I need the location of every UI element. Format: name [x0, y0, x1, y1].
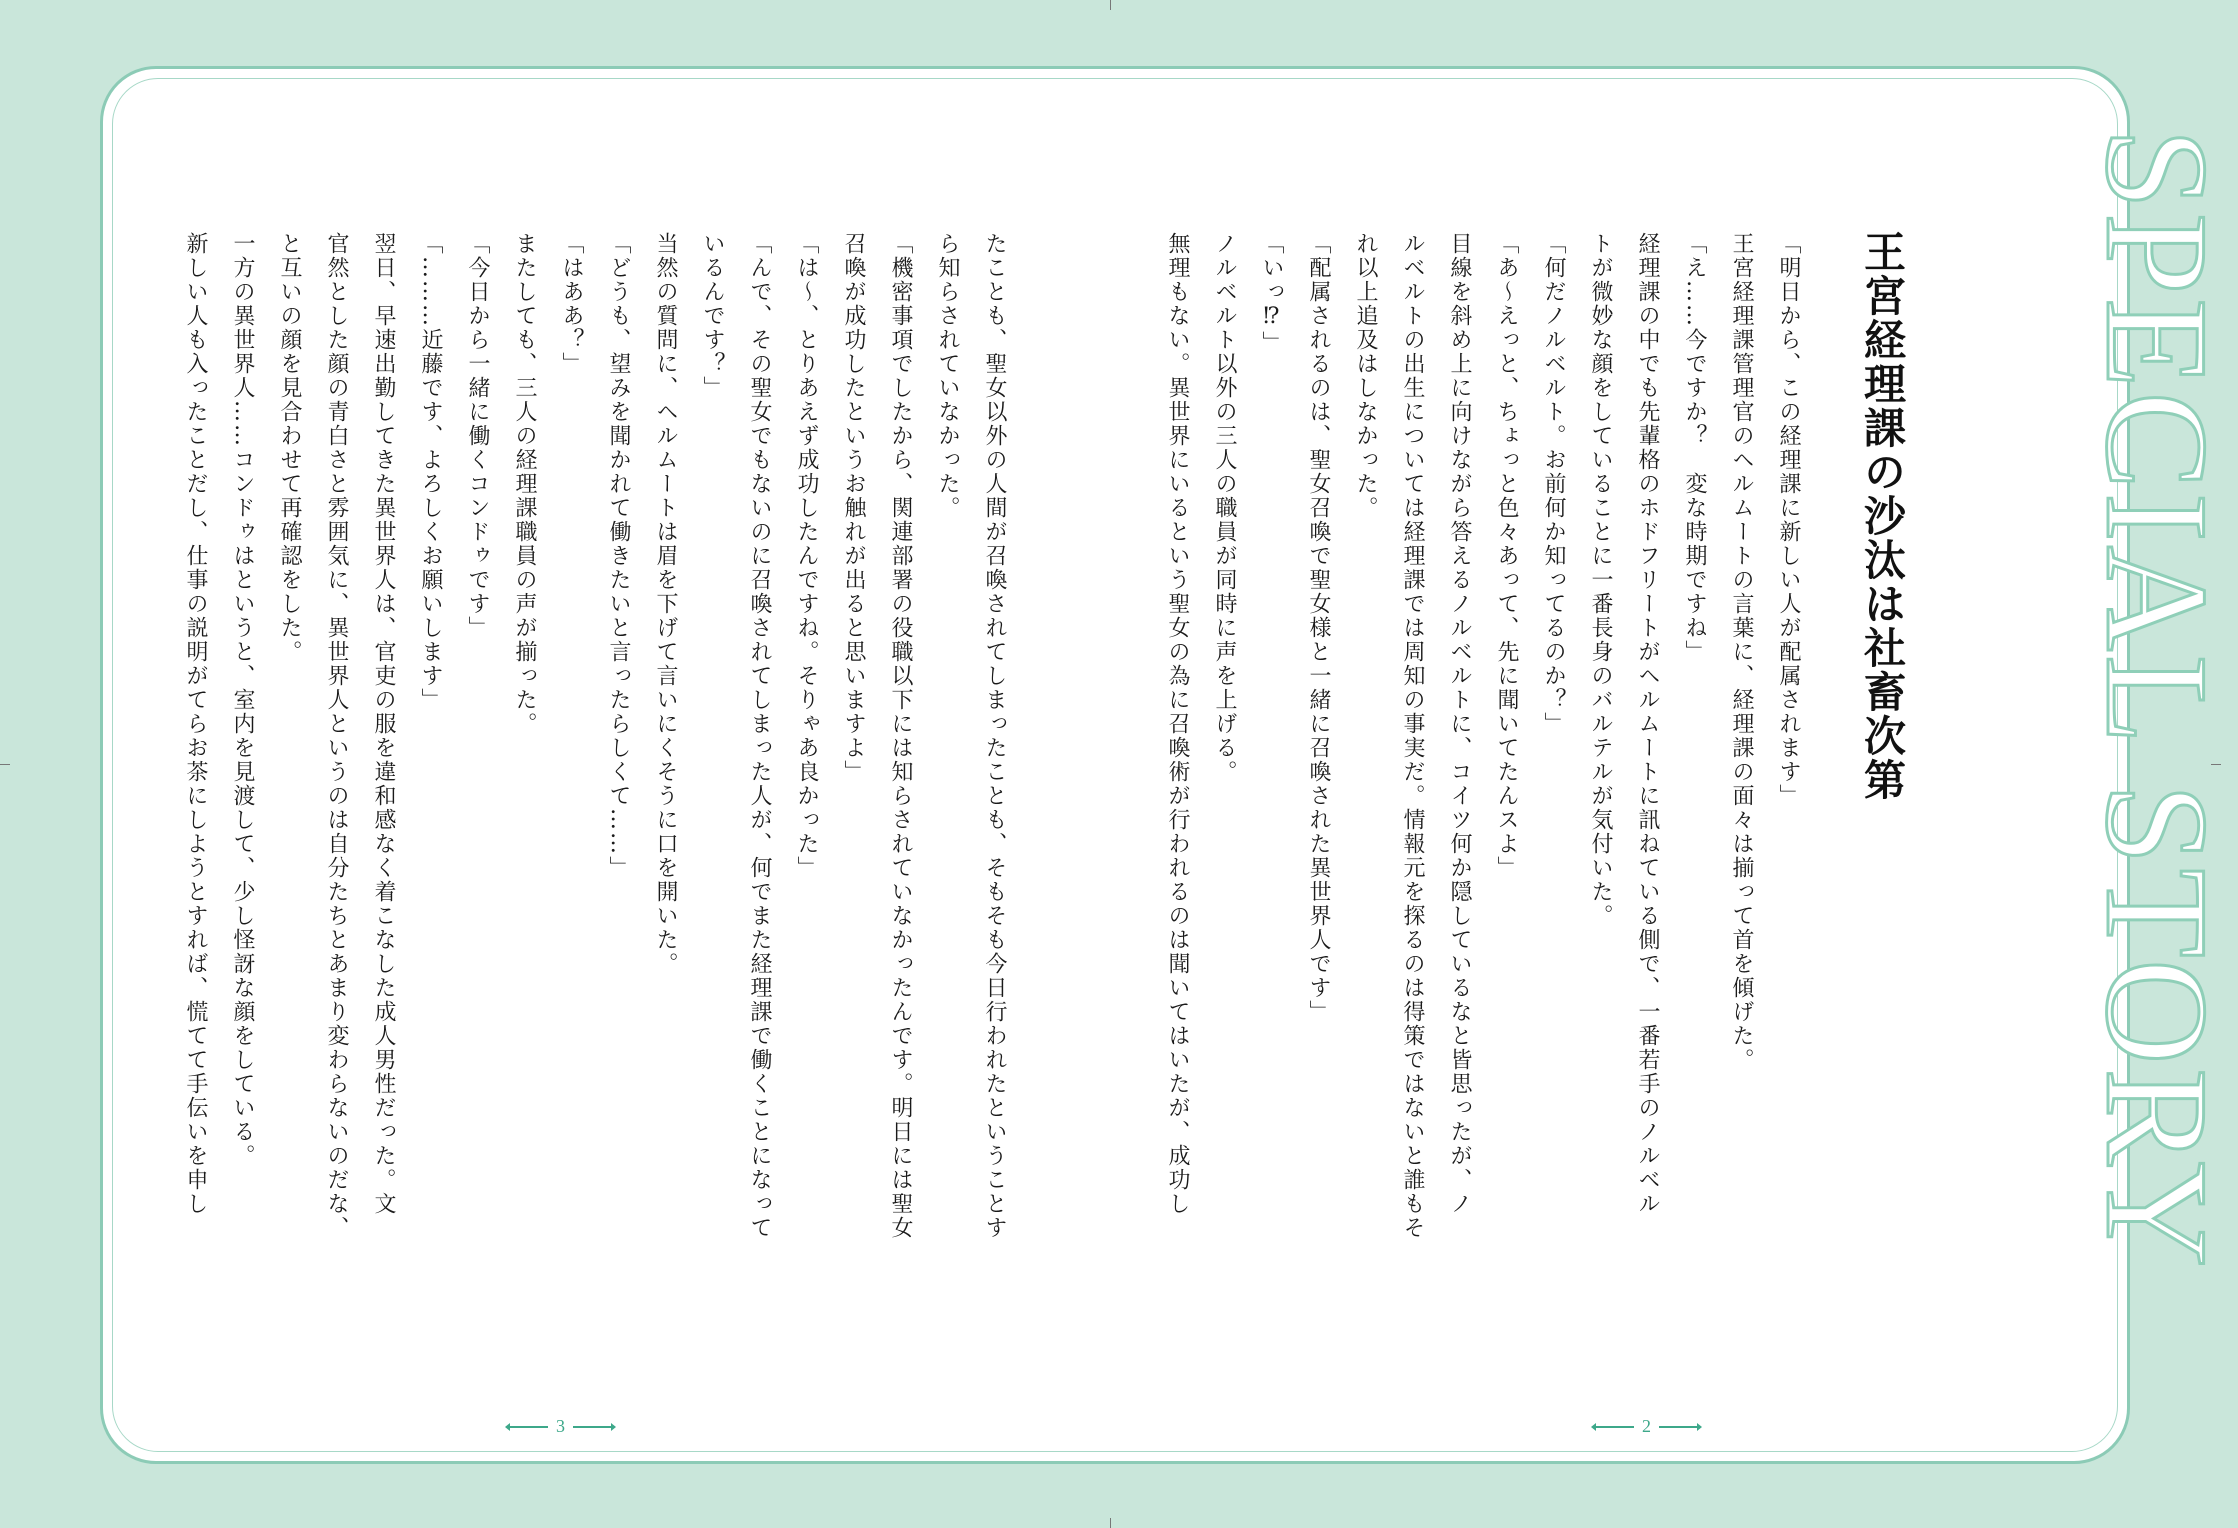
text-line: 経理課の中でも先輩格のホドフリートがヘルムートに訊ねている側で、一番若手のノルベル	[1635, 232, 1660, 1216]
text-line: 「配属されるのは、聖女召喚で聖女様と一緒に召喚された異世界人です」	[1306, 232, 1331, 1024]
folio-rule-right	[573, 1426, 613, 1428]
crop-mark	[1110, 1518, 1111, 1528]
story-title: 王宮経理課の沙汰は社畜次第	[1858, 230, 1907, 802]
folio-rule-right	[1659, 1426, 1699, 1428]
page-left-text	[178, 232, 1018, 1282]
text-line: 召喚が成功したというお触れが出ると思いますよ」	[841, 232, 866, 784]
text-line: 翌日、早速出勤してきた異世界人は、官吏の服を違和感なく着こなした成人男性だった。文	[371, 232, 396, 1216]
text-line: 「え……今ですか？ 変な時期ですね」	[1682, 232, 1707, 664]
page-right-text	[1165, 232, 1812, 1282]
text-line: と互いの顔を見合わせて再確認をした。	[277, 232, 302, 664]
text-line: 当然の質問に、ヘルムートは眉を下げて言いにくそうに口を開いた。	[653, 232, 678, 976]
text-line: 目線を斜め上に向けながら答えるノルベルトに、コイツ何か隠しているなと皆思ったが、ノ	[1447, 232, 1472, 1216]
text-line: またしても、三人の経理課職員の声が揃った。	[512, 232, 537, 736]
folio-rule-left	[508, 1426, 548, 1428]
text-line: ら知らされていなかった。	[935, 232, 960, 520]
text-line: ルベルトの出生については経理課では周知の事実だ。情報元を探るのは得策ではないと誰もそ	[1400, 232, 1425, 1240]
text-line: 官然とした顔の青白さと雰囲気に、異世界人というのは自分たちとあまり変わらないのだな、	[324, 232, 349, 1240]
crop-mark	[1110, 0, 1111, 10]
text-line: 一方の異世界人……コンドゥはというと、室内を見渡して、少し怪訝な顔をしている。	[230, 232, 255, 1168]
text-line: いるんです？」	[700, 232, 725, 400]
text-line: 「どうも、望みを聞かれて働きたいと言ったらしくて……」	[606, 232, 631, 880]
text-line: れ以上追及はしなかった。	[1353, 232, 1378, 520]
text-line: たことも、聖女以外の人間が召喚されてしまったことも、そもそも今日行われたということす	[982, 232, 1007, 1240]
page-number: 2	[1642, 1416, 1651, 1436]
text-line: 「今日から一緒に働くコンドゥです」	[465, 232, 490, 640]
text-line: ノルベルト以外の三人の職員が同時に声を上げる。	[1212, 232, 1237, 784]
text-line: 「明日から、この経理課に新しい人が配属されます」	[1776, 232, 1801, 808]
text-line: 無理もない。異世界にいるという聖女の為に召喚術が行われるのは聞いてはいたが、成功し	[1165, 232, 1190, 1216]
text-line: 王宮経理課管理官のヘルムートの言葉に、経理課の面々は揃って首を傾げた。	[1729, 232, 1754, 1072]
text-line: 「は〜、とりあえず成功したんですね。そりゃあ良かった」	[794, 232, 819, 880]
special-story-heading: SPECIAL STORY	[2076, 128, 2238, 1272]
folio-rule-left	[1594, 1426, 1634, 1428]
page-number-left	[508, 1416, 613, 1437]
text-line: 「何だノルベルト。お前何か知ってるのか？」	[1541, 232, 1566, 736]
text-line: 「………近藤です、よろしくお願いします」	[418, 232, 443, 712]
text-line: 「機密事項でしたから、関連部署の役職以下には知らされていなかったんです。明日には聖女	[888, 232, 913, 1240]
page-number: 3	[556, 1416, 565, 1436]
text-line: トが微妙な顔をしていることに一番長身のバルテルが気付いた。	[1588, 232, 1613, 928]
text-line: 「あ〜えっと、ちょっと色々あって、先に聞いてたんスよ」	[1494, 232, 1519, 880]
text-line: 新しい人も入ったことだし、仕事の説明がてらお茶にしようとすれば、慌てて手伝いを申し	[183, 232, 208, 1216]
crop-mark	[0, 764, 10, 765]
text-line: 「んで、その聖女でもないのに召喚されてしまった人が、何でまた経理課で働くことになって	[747, 232, 772, 1240]
text-line: 「はああ？」	[559, 232, 584, 376]
page-number-right	[1594, 1416, 1699, 1437]
text-line: 「いっ⁉」	[1259, 232, 1284, 355]
